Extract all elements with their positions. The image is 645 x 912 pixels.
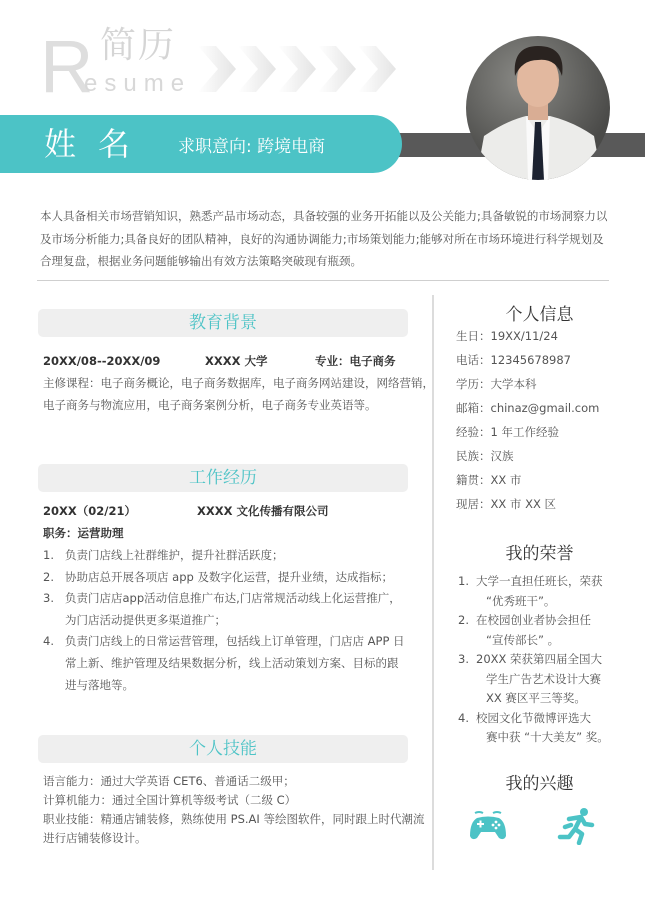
- logo-cn: 简历: [100, 25, 177, 66]
- work-period: 20XX（02/21）: [43, 504, 136, 518]
- honor-number: 4.: [458, 710, 469, 725]
- info-item: 民族：汉族: [456, 449, 514, 463]
- honor-text: 大学一直担任班长，荣获: [476, 574, 603, 588]
- duty-text: 负责门店线上的日常运营管理，包括线上订单管理，门店店 APP 日: [65, 634, 405, 649]
- skill-line: 计算机能力：通过全国计算机等级考试（二级 C）: [43, 793, 297, 807]
- gamepad-icon: [469, 810, 507, 842]
- honor-text: 学生广告艺术设计大赛: [486, 671, 601, 686]
- honor-number: 2.: [458, 613, 469, 627]
- section-title-info: 个人信息: [505, 305, 574, 325]
- info-item: 现居：XX 市 XX 区: [456, 497, 556, 511]
- divider: [37, 280, 609, 281]
- profile-photo: [466, 36, 610, 180]
- education-period: 20XX/08--20XX/09: [43, 354, 161, 368]
- job-intent: 求职意向: 跨境电商: [178, 137, 326, 157]
- honor-text: 校园文化节微博评选大: [476, 710, 591, 725]
- education-school: XXXX 大学: [205, 354, 268, 368]
- info-item: 籍贯：XX 市: [456, 473, 522, 487]
- section-title-skills: 个人技能: [38, 735, 408, 763]
- honor-text: 在校园创业者协会担任: [476, 613, 591, 627]
- education-courses: 主修课程：电子商务概论，电子商务数据库，电子商务网站建设，网络营销，: [43, 376, 434, 390]
- logo-letter: R: [40, 25, 94, 108]
- duty-text: 为门店活动提供更多渠道推广；: [65, 612, 226, 627]
- honor-number: 1.: [458, 574, 469, 588]
- running-icon: [557, 807, 595, 845]
- duty-number: 3.: [43, 591, 54, 606]
- info-item: 经验：1 年工作经验: [456, 425, 559, 439]
- duty-text: 进与落地等。: [65, 677, 134, 692]
- info-item: 生日：19XX/11/24: [456, 329, 558, 343]
- work-role: 职务：运营助理: [43, 526, 124, 540]
- honor-text: XX 赛区平三等奖。: [486, 691, 586, 705]
- chevron-decoration-icon: [198, 46, 403, 92]
- honor-text: “宣传部长” 。: [486, 632, 560, 647]
- info-item: 学历：大学本科: [456, 377, 537, 391]
- skill-line: 语言能力：通过大学英语 CET6、普通话二级甲；: [43, 774, 295, 788]
- section-title-honors: 我的荣誉: [505, 544, 574, 564]
- duty-text: 协助店总开展各项店 app 及数字化运营，提升业绩，达成指标；: [65, 569, 393, 584]
- duty-text: 负责门店店app活动信息推广布达,门店常规活动线上化运营推广，: [65, 591, 401, 606]
- skill-line: 进行店铺装修设计。: [43, 831, 147, 845]
- info-item: 邮箱：chinaz@gmail.com: [456, 401, 600, 415]
- work-company: XXXX 文化传播有限公司: [197, 504, 329, 518]
- education-courses: 电子商务与物流应用，电子商务案例分析，电子商务专业英语等。: [43, 398, 377, 412]
- duty-text: 常上新、维护管理及结果数据分析，线上活动策划方案、目标的跟: [65, 656, 399, 670]
- duty-text: 负责门店线上社群维护，提升社群活跃度；: [65, 548, 284, 562]
- honor-number: 3.: [458, 652, 469, 666]
- duty-number: 4.: [43, 634, 54, 649]
- logo-en: esume: [84, 70, 192, 97]
- duty-number: 2.: [43, 569, 54, 584]
- section-title-hobbies: 我的兴趣: [505, 774, 574, 794]
- honor-text: “优秀班干”。: [486, 593, 556, 608]
- honor-text: 赛中获 “十大美友” 奖。: [486, 730, 609, 744]
- skill-line: 职业技能：精通店铺装修，熟练使用 PS.AI 等绘图软件，同时跟上时代潮流: [43, 812, 425, 826]
- self-summary: 本人具备相关市场营销知识，熟悉产品市场动态，具备较强的业务开拓能以及公关能力;具备敏锐的市场洞察力以及市场分析能力;具备良好的团队精神，良好的沟通协调能力;市场策划能力;能够对所在市场环境进行科学规划及合理复盘，根据业务问题能够输出有效方法策略突破现有瓶颈。: [40, 209, 608, 268]
- duty-number: 1.: [43, 548, 54, 562]
- info-item: 电话：12345678987: [456, 353, 571, 367]
- honor-text: 20XX 荣获第四届全国大: [476, 652, 603, 666]
- candidate-name: 姓名: [44, 125, 153, 163]
- section-title-education: 教育背景: [38, 309, 408, 337]
- section-title-work: 工作经历: [38, 464, 408, 492]
- education-major: 专业：电子商务: [315, 354, 396, 368]
